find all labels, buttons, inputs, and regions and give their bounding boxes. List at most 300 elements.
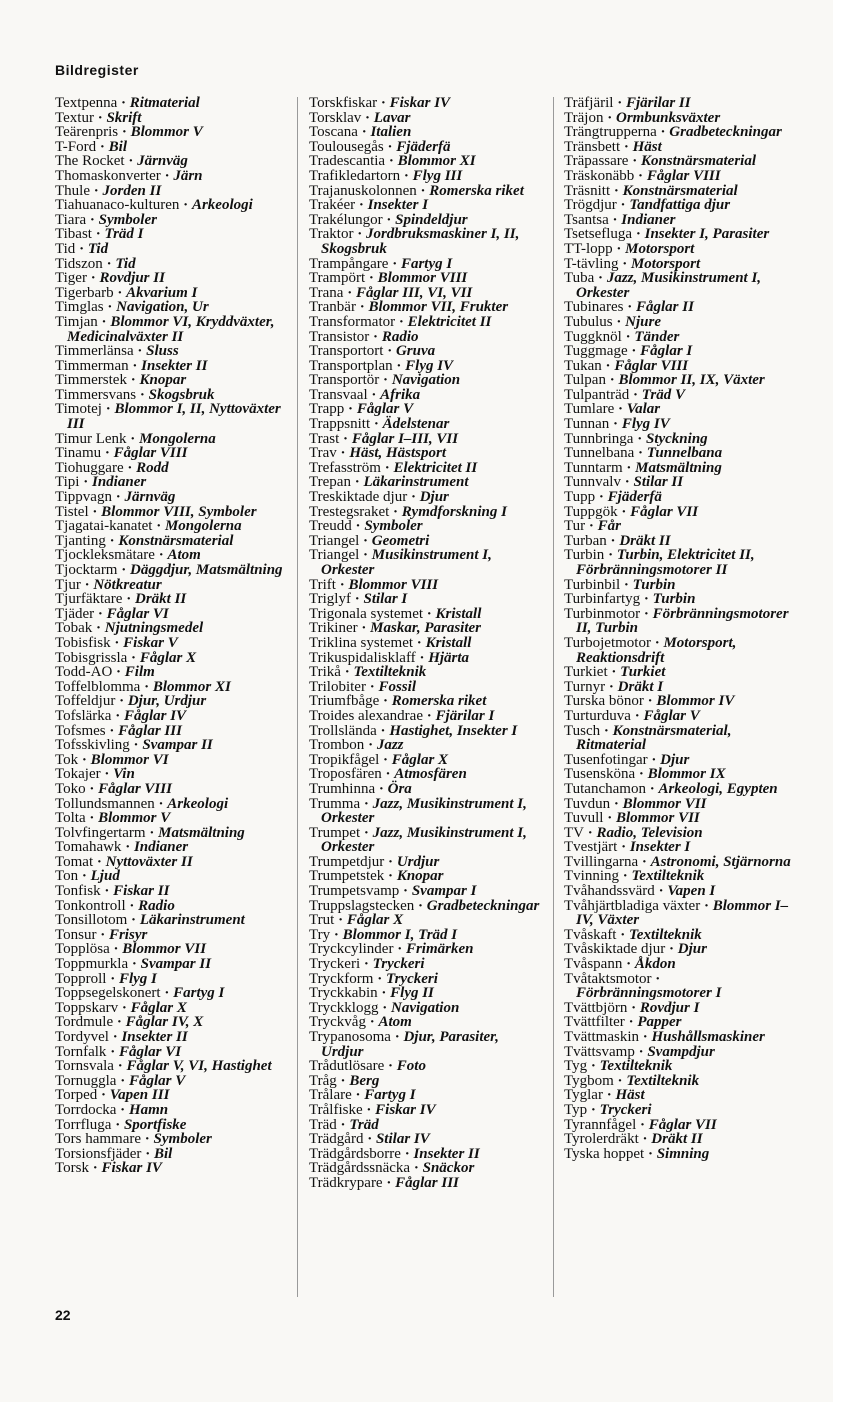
- index-term: Träjon: [564, 109, 604, 126]
- index-term: Tunnelbana: [564, 445, 635, 462]
- separator-dot: ·: [636, 1116, 649, 1133]
- index-reference: Tandfattiga djur: [629, 197, 731, 214]
- index-reference: Blommor VIII: [377, 270, 468, 287]
- index-entry: [55, 402, 285, 431]
- index-term: Triglyf: [309, 591, 351, 608]
- index-term: Trålfiske: [309, 1101, 363, 1118]
- index-reference: Rovdjur I: [639, 999, 700, 1016]
- separator-dot: ·: [123, 459, 137, 476]
- index-reference: Järnväg: [137, 153, 188, 170]
- separator-dot: ·: [379, 751, 392, 768]
- index-term: Torrdocka: [55, 1101, 117, 1118]
- index-reference: Indianer: [621, 211, 676, 228]
- index-term: Tyg: [564, 1058, 588, 1075]
- index-entry: [564, 330, 796, 345]
- index-term: Tvättbjörn: [564, 999, 628, 1016]
- index-entry: [55, 1132, 285, 1147]
- index-entry: [309, 461, 544, 476]
- index-term: Tiara: [55, 211, 87, 228]
- index-reference: Förbränningsmotorer I: [576, 985, 722, 1002]
- index-term: Turbojetmotor: [564, 634, 651, 651]
- index-term: Tvåskaft: [564, 926, 617, 943]
- index-reference: Träd: [349, 1116, 379, 1133]
- index-entry: [309, 578, 544, 593]
- separator-dot: ·: [382, 1174, 396, 1191]
- separator-dot: ·: [384, 853, 397, 870]
- index-reference: Gradbeteckningar: [426, 897, 540, 914]
- index-term: Tukan: [564, 357, 602, 374]
- index-term: Tryckform: [309, 970, 374, 987]
- index-reference: Musikinstrument I, Orkester: [321, 547, 492, 578]
- separator-dot: ·: [350, 474, 364, 491]
- index-entry: [564, 490, 796, 505]
- index-reference: Vapen III: [109, 1087, 170, 1104]
- index-term: Tordyvel: [55, 1029, 109, 1045]
- index-entry: [309, 330, 544, 345]
- index-term: TT-lopp: [564, 240, 613, 257]
- index-term: Tonkontroll: [55, 897, 126, 914]
- separator-dot: ·: [385, 153, 398, 170]
- index-term: Tryckcylinder: [309, 941, 394, 958]
- index-entry: [55, 111, 285, 126]
- index-term: Tvillingarna: [564, 853, 639, 870]
- index-term: Trast: [309, 430, 340, 447]
- separator-dot: ·: [360, 956, 373, 973]
- index-reference: Foto: [396, 1058, 426, 1075]
- separator-dot: ·: [382, 211, 396, 228]
- index-entry: [309, 621, 544, 636]
- index-entry: [309, 651, 544, 666]
- index-entry: [55, 563, 285, 578]
- index-entry: [55, 607, 285, 622]
- separator-dot: ·: [617, 503, 631, 520]
- index-reference: Nyttoväxter II: [105, 853, 193, 870]
- index-entry: [309, 869, 544, 884]
- separator-dot: ·: [621, 328, 635, 345]
- index-reference: Dräkt I: [617, 678, 664, 695]
- index-reference: Valar: [626, 401, 661, 418]
- index-reference: Ormbunksväxter: [615, 109, 721, 126]
- index-entry: [309, 534, 544, 549]
- index-term: Trombon: [309, 737, 365, 754]
- index-entry: [564, 1059, 796, 1074]
- index-reference: Ljud: [90, 868, 120, 885]
- index-term: Trädgård: [309, 1131, 364, 1148]
- index-term: Tunnvalv: [564, 474, 621, 491]
- index-term: Tipi: [55, 474, 80, 491]
- separator-dot: ·: [622, 459, 636, 476]
- separator-dot: ·: [616, 926, 629, 943]
- separator-dot: ·: [650, 634, 664, 651]
- separator-dot: ·: [390, 1029, 404, 1045]
- index-term: Trut: [309, 912, 335, 929]
- separator-dot: ·: [106, 1043, 119, 1060]
- index-term: Tyglar: [564, 1087, 603, 1104]
- index-entry: [55, 373, 285, 388]
- index-term: Topplösa: [55, 941, 110, 958]
- index-entry: [564, 140, 796, 155]
- index-reference: Fåglar IV, X: [125, 1014, 204, 1031]
- index-reference: Järnväg: [124, 489, 176, 506]
- index-entry: [564, 753, 796, 768]
- separator-dot: ·: [85, 810, 99, 827]
- index-term: Tulpanträd: [564, 386, 630, 403]
- index-entry: [564, 1030, 796, 1045]
- index-reference: Astronomi, Stjärnorna: [650, 853, 791, 870]
- separator-dot: ·: [656, 124, 670, 141]
- index-entry: [55, 1103, 285, 1118]
- index-term: Tok: [55, 751, 79, 768]
- index-reference: Hushållsmaskiner: [651, 1029, 765, 1045]
- separator-dot: ·: [378, 999, 391, 1016]
- index-entry: [564, 227, 796, 242]
- separator-dot: ·: [351, 518, 365, 535]
- index-reference: Blommor IX: [647, 766, 726, 783]
- index-entry: [564, 461, 796, 476]
- separator-dot: ·: [376, 722, 390, 739]
- index-reference: Träd V: [641, 386, 685, 403]
- separator-dot: ·: [127, 912, 140, 929]
- index-entry: [564, 432, 796, 447]
- index-entry: [309, 446, 544, 461]
- index-reference: Fiskar IV: [101, 1160, 162, 1177]
- index-entry: [55, 578, 285, 593]
- separator-dot: ·: [334, 912, 347, 929]
- index-reference: Fåglar III: [118, 722, 182, 739]
- separator-dot: ·: [604, 547, 617, 564]
- index-reference: Stilar IV: [375, 1131, 430, 1148]
- index-entry: [309, 505, 544, 520]
- separator-dot: ·: [343, 284, 356, 301]
- index-entry: [564, 1147, 796, 1162]
- index-entry: [564, 96, 796, 111]
- index-reference: Fåglar VIII: [98, 780, 172, 797]
- page-edge: [833, 0, 841, 1402]
- index-entry: [55, 957, 285, 972]
- index-term: Trafikledartorn: [309, 167, 401, 184]
- separator-dot: ·: [644, 1145, 657, 1162]
- separator-dot: ·: [105, 532, 119, 549]
- separator-dot: ·: [638, 853, 651, 870]
- separator-dot: ·: [110, 634, 124, 651]
- index-reference: Fiskar V: [123, 634, 178, 651]
- index-term: Tornuggla: [55, 1072, 117, 1089]
- index-reference: Elektricitet II: [407, 313, 492, 330]
- index-reference: Fåglar VI: [106, 605, 169, 622]
- index-reference: Fjäderfä: [396, 138, 451, 155]
- index-reference: Navigation, Ur: [116, 299, 209, 316]
- index-reference: Fåglar X: [391, 751, 449, 768]
- separator-dot: ·: [112, 664, 125, 681]
- separator-dot: ·: [393, 941, 406, 958]
- index-entry: [309, 373, 544, 388]
- index-entry: [55, 811, 285, 826]
- separator-dot: ·: [613, 95, 626, 111]
- separator-dot: ·: [101, 401, 115, 418]
- index-term: Tusch: [564, 722, 601, 739]
- index-entry: [55, 140, 285, 155]
- index-term: Tryckkabin: [309, 985, 378, 1002]
- index-entry: [55, 1074, 285, 1089]
- index-term: Tradescantia: [309, 153, 386, 170]
- index-reference: Arkeologi, Egypten: [658, 780, 778, 797]
- index-entry: [55, 300, 285, 315]
- index-reference: Arkeologi: [191, 197, 253, 214]
- separator-dot: ·: [384, 868, 397, 885]
- index-reference: Flyg III: [412, 167, 463, 184]
- index-entry: [309, 1118, 544, 1133]
- separator-dot: ·: [365, 1014, 379, 1031]
- separator-dot: ·: [116, 1101, 129, 1118]
- index-term: Timmerlänsa: [55, 343, 134, 360]
- index-entry: [309, 154, 544, 169]
- separator-dot: ·: [609, 416, 622, 433]
- separator-dot: ·: [109, 941, 123, 958]
- index-term: Tofslärka: [55, 707, 112, 724]
- index-term: Trollslända: [309, 722, 377, 739]
- index-reference: Jazz, Musikinstrument I, Orkester: [321, 824, 527, 856]
- index-term: Tonfisk: [55, 883, 101, 900]
- index-term: Tvåhjärtbladiga växter: [564, 897, 701, 914]
- index-entry: [55, 519, 285, 534]
- index-term: Träsnitt: [564, 182, 611, 199]
- separator-dot: ·: [350, 591, 364, 608]
- separator-dot: ·: [423, 707, 436, 724]
- index-term: Trapp: [309, 401, 345, 418]
- page-header: Bildregister: [55, 62, 139, 78]
- index-term: Tobisfisk: [55, 634, 111, 651]
- index-term: Tofsskivling: [55, 737, 130, 754]
- index-reference: Insekter I: [367, 197, 429, 214]
- separator-dot: ·: [594, 270, 607, 287]
- index-entry: [309, 884, 544, 899]
- separator-dot: ·: [651, 970, 661, 987]
- index-reference: Hjärta: [428, 649, 470, 666]
- index-reference: Italien: [370, 124, 412, 141]
- index-term: Tuba: [564, 270, 595, 287]
- separator-dot: ·: [619, 868, 632, 885]
- index-reference: Svampar II: [142, 737, 213, 754]
- separator-dot: ·: [117, 562, 130, 578]
- index-term: Tolta: [55, 810, 86, 827]
- index-entry: [309, 315, 544, 330]
- separator-dot: ·: [623, 299, 636, 316]
- index-reference: Gruva: [395, 343, 436, 360]
- separator-dot: ·: [361, 109, 374, 126]
- index-term: Tvåspann: [564, 956, 623, 973]
- index-entry: [564, 899, 796, 928]
- index-entry: [55, 1088, 285, 1103]
- index-reference: Matsmältning: [158, 824, 245, 841]
- separator-dot: ·: [363, 1131, 376, 1148]
- index-entry: [564, 1015, 796, 1030]
- index-term: Tupp: [564, 489, 596, 506]
- index-term: Torsk: [55, 1160, 89, 1177]
- index-reference: Fåglar I–III, VII: [351, 430, 459, 447]
- separator-dot: ·: [118, 999, 131, 1016]
- index-term: Tiohuggare: [55, 459, 124, 476]
- index-term: Tutanchamon: [564, 780, 646, 797]
- index-reference: Indianer: [133, 839, 189, 856]
- index-entry: [55, 227, 285, 242]
- index-reference: Blommor VII, Frukter: [368, 299, 509, 316]
- index-reference: Dräkt II: [134, 591, 187, 608]
- separator-dot: ·: [339, 430, 352, 447]
- index-term: Turnyr: [564, 678, 606, 695]
- index-entry: [309, 359, 544, 374]
- index-entry: [309, 169, 544, 184]
- index-entry: [55, 621, 285, 636]
- index-term: Träfjäril: [564, 95, 614, 111]
- separator-dot: ·: [627, 343, 641, 360]
- separator-dot: ·: [634, 1043, 648, 1060]
- separator-dot: ·: [336, 1072, 350, 1089]
- index-term: Transvaal: [309, 386, 368, 403]
- index-term: Tid: [55, 240, 76, 257]
- index-reference: Textilteknik: [629, 926, 702, 943]
- index-term: Troides alexandrae: [309, 707, 423, 724]
- index-entry: [309, 607, 544, 622]
- index-reference: Flyg IV: [405, 357, 454, 374]
- index-reference: Järn: [173, 167, 203, 184]
- index-reference: Skrift: [106, 109, 142, 126]
- separator-dot: ·: [124, 153, 138, 170]
- separator-dot: ·: [113, 1058, 127, 1075]
- index-term: Tunnbringa: [564, 430, 634, 447]
- index-term: Turbinfartyg: [564, 591, 641, 608]
- separator-dot: ·: [585, 518, 598, 535]
- index-entry: [564, 592, 796, 607]
- index-term: Trängtrupperna: [564, 124, 657, 141]
- separator-dot: ·: [126, 430, 140, 447]
- index-reference: Ritmaterial: [129, 95, 200, 111]
- separator-dot: ·: [88, 1160, 102, 1177]
- separator-dot: ·: [357, 620, 371, 637]
- index-entry: [55, 154, 285, 169]
- index-entry: [55, 96, 285, 111]
- separator-dot: ·: [395, 313, 408, 330]
- index-reference: Blommor VII: [122, 941, 207, 958]
- index-term: Transportör: [309, 372, 380, 389]
- index-entry: [564, 344, 796, 359]
- index-entry: [55, 1015, 285, 1030]
- separator-dot: ·: [612, 240, 626, 257]
- separator-dot: ·: [100, 766, 114, 783]
- index-reference: Blommor VI, Kryddväxter, Medicinalväxter II: [67, 313, 275, 345]
- index-term: Tubinares: [564, 299, 624, 316]
- separator-dot: ·: [415, 649, 429, 666]
- index-reference: Tänder: [634, 328, 680, 345]
- separator-dot: ·: [364, 737, 377, 754]
- index-entry: [564, 475, 796, 490]
- index-term: Timmerstek: [55, 372, 127, 389]
- index-term: Tors hammare: [55, 1131, 142, 1148]
- separator-dot: ·: [620, 474, 634, 491]
- index-entry: [309, 125, 544, 140]
- index-term: Trilobiter: [309, 678, 366, 695]
- index-term: Thomaskonverter: [55, 167, 161, 184]
- index-reference: Textilteknik: [631, 868, 705, 885]
- index-entry: [564, 373, 796, 388]
- index-entry: [309, 738, 544, 753]
- index-entry: [309, 388, 544, 403]
- column-divider-2: [553, 97, 554, 1297]
- index-entry: [564, 709, 796, 724]
- separator-dot: ·: [360, 795, 373, 812]
- separator-dot: ·: [633, 430, 646, 447]
- index-reference: Fåglar VIII: [113, 445, 188, 462]
- index-reference: Vin: [113, 766, 135, 783]
- index-reference: Indianer: [92, 474, 147, 491]
- index-entry: [309, 1161, 544, 1176]
- separator-dot: ·: [629, 386, 642, 403]
- index-reference: Sluss: [146, 343, 179, 360]
- separator-dot: ·: [381, 766, 395, 783]
- index-term: Topproll: [55, 970, 107, 987]
- separator-dot: ·: [407, 489, 420, 506]
- index-term: Transistor: [309, 328, 370, 345]
- index-term: Tigerbarb: [55, 284, 114, 301]
- separator-dot: ·: [654, 883, 668, 900]
- index-term: Tuvdun: [564, 795, 611, 812]
- separator-dot: ·: [634, 445, 647, 462]
- index-reference: Fiskar II: [113, 883, 170, 900]
- index-term: Trikiner: [309, 620, 358, 637]
- separator-dot: ·: [416, 182, 430, 199]
- index-entry: [55, 446, 285, 461]
- index-reference: Konstnärsmaterial, Ritmaterial: [576, 722, 732, 754]
- index-reference: Rodd: [136, 459, 169, 476]
- index-reference: Spindeldjur: [395, 211, 468, 228]
- index-reference: Jazz, Musikinstrument I, Orkester: [576, 270, 762, 301]
- index-reference: Elektricitet II: [393, 459, 478, 476]
- index-reference: Blommor VII: [622, 795, 707, 812]
- index-entry: [564, 782, 796, 797]
- index-entry: [309, 213, 544, 228]
- index-term: Tryckvåg: [309, 1014, 366, 1031]
- index-reference: Fjärilar I: [435, 707, 495, 724]
- separator-dot: ·: [118, 124, 131, 141]
- index-term: Treskiktade djur: [309, 489, 408, 506]
- separator-dot: ·: [375, 780, 388, 797]
- index-reference: Symboler: [98, 211, 157, 228]
- index-entry: [309, 1015, 544, 1030]
- index-term: Trav: [309, 445, 337, 462]
- separator-dot: ·: [335, 576, 349, 593]
- index-entry: [55, 432, 285, 447]
- separator-dot: ·: [618, 255, 631, 272]
- index-term: Tsetsefluga: [564, 226, 633, 243]
- index-reference: Fåglar X: [346, 912, 404, 929]
- separator-dot: ·: [111, 489, 125, 506]
- index-entry: [564, 972, 796, 1001]
- index-reference: Romerska riket: [391, 693, 487, 710]
- index-term: Trumpet: [309, 824, 361, 841]
- separator-dot: ·: [665, 941, 678, 958]
- index-reference: Insekter I, Parasiter: [644, 226, 770, 243]
- index-reference: Fåglar V, VI, Hastighet: [126, 1058, 272, 1075]
- index-term: Treudd: [309, 518, 352, 535]
- index-reference: Sportfiske: [123, 1116, 187, 1133]
- index-reference: Bil: [153, 1145, 173, 1162]
- separator-dot: ·: [94, 605, 107, 622]
- index-entry: [309, 855, 544, 870]
- index-reference: Nötkreatur: [93, 576, 162, 593]
- index-reference: Fiskar IV: [389, 95, 451, 111]
- index-entry: [55, 461, 285, 476]
- index-entry: [55, 198, 285, 213]
- index-entry: [564, 1074, 796, 1089]
